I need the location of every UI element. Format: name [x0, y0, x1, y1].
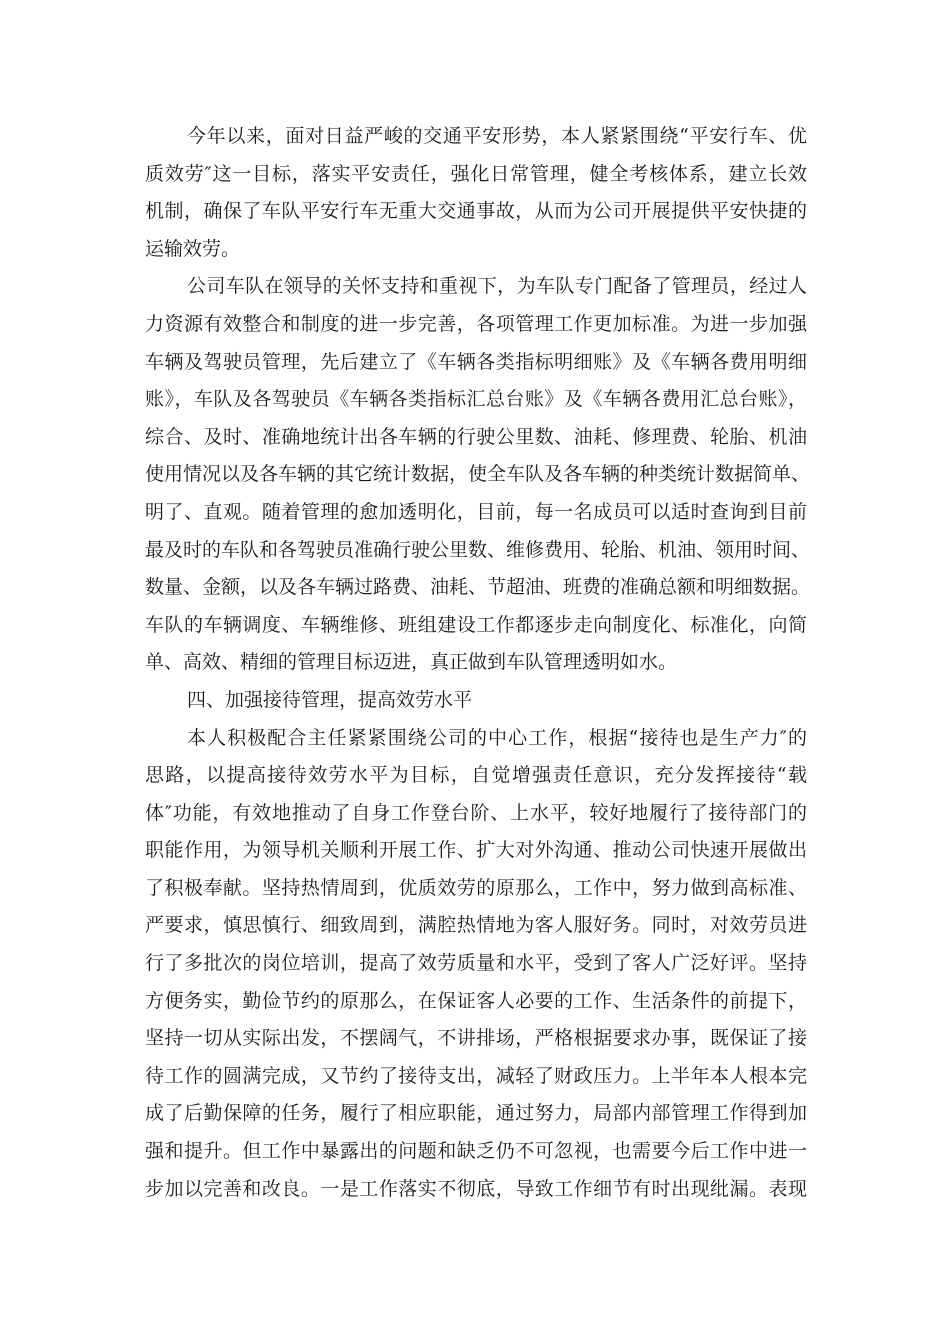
text-line: 职能作用，为领导机关顺利开展工作、扩大对外沟通、推动公司快速开展做出 [145, 839, 807, 862]
text-line: 综合、及时、准确地统计出各车辆的行驶公里数、油耗、修理费、轮胎、机油 [145, 425, 807, 448]
text-line: 数量、金额，以及各车辆过路费、油耗、节超油、班费的准确总额和明细数据。 [145, 576, 811, 599]
text-line: 明了、直观。随着管理的愈加透明化，目前，每一名成员可以适时查询到目前 [145, 500, 807, 523]
text-line: 公司车队在领导的关怀支持和重视下，为车队专门配备了管理员，经过人 [187, 275, 807, 298]
text-line: 车辆及驾驶员管理，先后建立了《车辆各类指标明细账》及《车辆各费用明细 [145, 350, 807, 373]
text-line: 今年以来，面对日益严峻的交通平安形势，本人紧紧围绕“平安行车、优 [187, 125, 807, 147]
document-page [145, 118, 811, 1208]
text-line: 成了后勤保障的任务，履行了相应职能，通过努力，局部内部管理工作得到加 [145, 1102, 807, 1125]
text-line: 严要求，慎思慎行、细致周到，满腔热情地为客人服好务。同时，对效劳员进 [145, 914, 807, 937]
text-line: 了积极奉献。坚持热情周到，优质效劳的原那么，工作中，努力做到高标准、 [145, 876, 807, 899]
text-line: 本人积极配合主任紧紧围绕公司的中心工作，根据“接待也是生产力″的 [187, 726, 807, 749]
text-line: 质效劳″这一目标，落实平安责任，强化日常管理，健全考核体系，建立长效 [145, 162, 807, 185]
text-line: 行了多批次的岗位培训，提高了效劳质量和水平，受到了客人广泛好评。坚持 [145, 952, 807, 975]
text-line: 待工作的圆满完成，又节约了接待支出，减轻了财政压力。上半年本人根本完 [145, 1064, 807, 1087]
text-line: 力资源有效整合和制度的进一步完善，各项管理工作更加标准。为进一步加强 [145, 312, 807, 335]
text-line: 使用情况以及各车辆的其它统计数据，使全车队及各车辆的种类统计数据简单、 [145, 463, 811, 486]
text-line: 强和提升。但工作中暴露出的问题和缺乏仍不可忽视，也需要今后工作中进一 [145, 1140, 807, 1163]
text-line: 最及时的车队和各驾驶员准确行驶公里数、维修费用、轮胎、机油、领用时间、 [145, 538, 811, 561]
text-line: 思路，以提高接待效劳水平为目标，自觉增强责任意识，充分发挥接待“载 [145, 764, 807, 787]
paragraph-last-line: 运输效劳。 [145, 237, 241, 260]
text-line: 坚持一切从实际出发，不摆阔气，不讲排场，严格根据要求办事，既保证了接 [145, 1027, 807, 1050]
text-line: 体″功能，有效地推动了自身工作登台阶、上水平，较好地履行了接待部门的 [145, 801, 807, 824]
text-line: 机制，确保了车队平安行车无重大交通事故，从而为公司开展提供平安快捷的 [145, 200, 807, 223]
text-line: 方便务实，勤俭节约的原那么，在保证客人必要的工作、生活条件的前提下， [145, 989, 807, 1012]
paragraph-last-line: 四、加强接待管理，提高效劳水平 [187, 688, 473, 711]
text-line: 步加以完善和改良。一是工作落实不彻底，导致工作细节有时出现纰漏。表现 [145, 1177, 807, 1200]
text-line: 账》，车队及各驾驶员《车辆各类指标汇总台账》及《车辆各费用汇总台账》， [145, 388, 807, 411]
paragraph-last-line: 单、高效、精细的管理目标迈进，真正做到车队管理透明如水。 [145, 651, 678, 674]
text-line: 车队的车辆调度、车辆维修、班组建设工作都逐步走向制度化、标准化，向简 [145, 613, 807, 636]
